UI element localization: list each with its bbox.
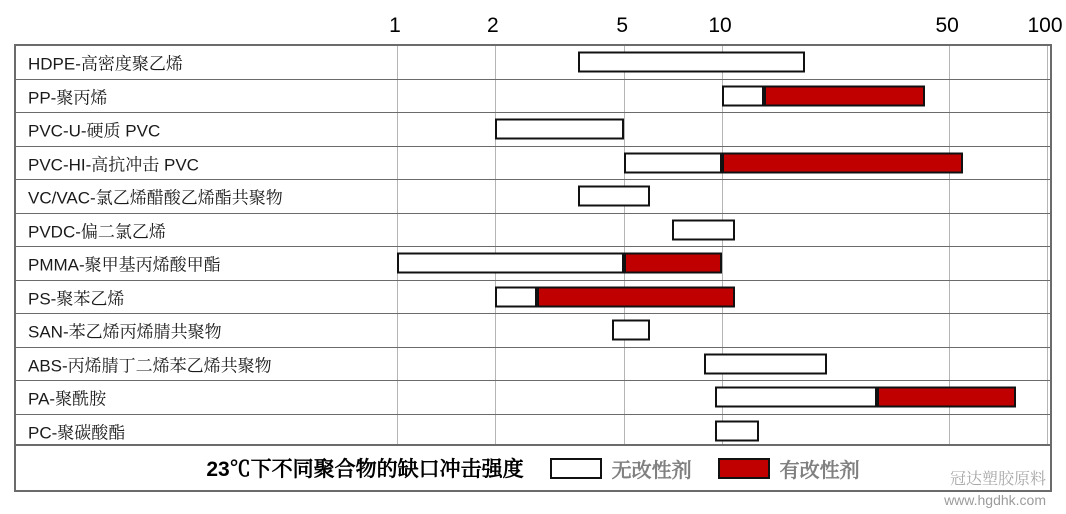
chart-row-label: PMMA-聚甲基丙烯酸甲酯 [28, 255, 221, 275]
x-tick-label: 10 [708, 14, 732, 37]
chart-row [16, 415, 1050, 449]
chart-row-label: PVC-HI-高抗冲击 PVC [28, 155, 199, 175]
chart-row [16, 214, 1050, 248]
bar-unmodified [612, 320, 650, 341]
legend-item-unmodified [550, 454, 692, 483]
chart-row-label: VC/VAC-氯乙烯醋酸乙烯酯共聚物 [28, 188, 283, 208]
chart-row-label: PVC-U-硬质 PVC [28, 121, 161, 141]
chart-row [16, 348, 1050, 382]
plot-area [14, 44, 1052, 458]
legend-swatch-unmodified [550, 458, 602, 479]
chart-footer-legend [14, 444, 1052, 492]
bar-unmodified [715, 421, 759, 442]
chart-row-label: HDPE-高密度聚乙烯 [28, 54, 183, 74]
chart-row [16, 247, 1050, 281]
bar-unmodified [672, 219, 736, 240]
legend-item-modified [718, 454, 860, 483]
chart-row [16, 80, 1050, 114]
watermark-url: www.hgdhk.com [944, 492, 1046, 508]
bar-unmodified [722, 85, 764, 106]
chart-title: 23℃下不同聚合物的缺口冲击强度 [206, 458, 524, 481]
x-axis-tick-labels [0, 14, 1066, 42]
chart-row [16, 381, 1050, 415]
chart-row [16, 46, 1050, 80]
chart-row-label: SAN-苯乙烯丙烯腈共聚物 [28, 322, 222, 342]
bar-unmodified [704, 353, 827, 374]
chart-row-label: PP-聚丙烯 [28, 88, 108, 108]
legend-swatch-modified [718, 458, 770, 479]
bar-unmodified [578, 186, 650, 207]
x-tick-label: 5 [616, 14, 628, 37]
chart-row [16, 281, 1050, 315]
bar-modified [624, 253, 722, 274]
x-tick-label: 50 [935, 14, 959, 37]
bar-unmodified [578, 52, 805, 73]
bar-unmodified [715, 387, 877, 408]
legend-label-unmodified: 无改性剂 [611, 459, 692, 482]
chart-row-label: PC-聚碳酸酯 [28, 423, 126, 443]
x-tick-label: 100 [1027, 14, 1063, 37]
bar-modified [877, 387, 1015, 408]
x-tick-label: 1 [389, 14, 401, 37]
bar-unmodified [397, 253, 624, 274]
bar-unmodified [495, 119, 624, 140]
chart-row [16, 180, 1050, 214]
legend-label-modified: 有改性剂 [779, 459, 860, 482]
chart-row-label: PA-聚酰胺 [28, 389, 107, 409]
bar-modified [764, 85, 924, 106]
chart-rows [16, 46, 1050, 456]
x-tick-label: 2 [486, 14, 499, 37]
chart-row [16, 314, 1050, 348]
bar-modified [537, 286, 735, 307]
chart-row-label: PVDC-偏二氯乙烯 [28, 222, 166, 242]
chart-row [16, 147, 1050, 181]
chart-row [16, 113, 1050, 147]
chart-row-label: PS-聚苯乙烯 [28, 289, 125, 309]
chart-row-label: ABS-丙烯腈丁二烯苯乙烯共聚物 [28, 356, 272, 376]
bar-unmodified [495, 286, 537, 307]
bar-modified [722, 152, 963, 173]
bar-unmodified [624, 152, 722, 173]
watermark-brand: 冠达塑胶原料 [949, 471, 1046, 488]
